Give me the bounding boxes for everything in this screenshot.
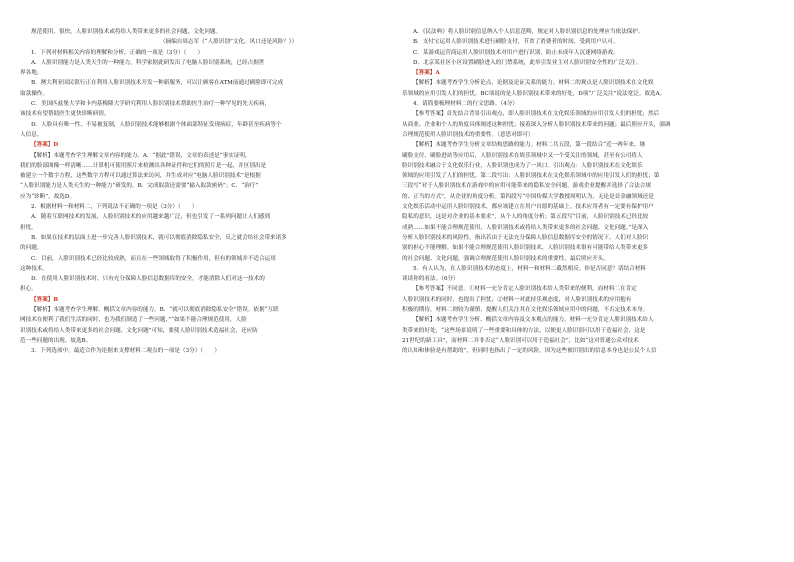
text-line: 领域的应用引发了人们的担忧。第二段写出：人脸识别技术在文化娱乐领域中的应用引发人们的担忧；第 <box>402 173 660 180</box>
left-column <box>20 27 377 357</box>
text-line: 识别技术或将给人类带来更多的社会问题、文化问题”可知，要使人脸识别技术造福社会，还应防 <box>20 327 258 334</box>
text-line: 【解析】本题考查学生理解文章内容的能力。A．“据此”错误，文章的表述是“事实证明， <box>31 152 251 159</box>
text-line: 从商业、企业和个人的角度具体阐述这种担忧；接着深入分析人脸识别技术带来的问题；最后照应开头，强调 <box>402 121 671 128</box>
text-line: 1．下列对材料相关内容的理解和分析，正确的一项是（3分）（ ） <box>31 49 204 56</box>
text-line: 【解析】本题考查学生分析文章结构思路的能力。材料二共五段，第一段结合“近一两年来，继 <box>413 142 646 149</box>
text-line: D．人脸具有唯一性、不易被复制，人脸识别技术能够根据个体面部特征发现病症，年龄甚至疾病等个 <box>31 121 282 128</box>
text-line: 的、正当的方式”，从企业的角度分析。第四段写“中国传媒大学教授周明认为，无论是首金融领域还是 <box>402 193 654 200</box>
text-line: 界各地。 <box>20 70 43 77</box>
text-line: 21世纪的新工具”，而材料二并非否定“人脸识别可以用于造福社会”，比如“这对普通公众对技术 <box>402 337 639 344</box>
text-line: 别的担心不能理解。如果不能合理规范使用人脸识别技术，人脸识别技术很有可能带给人类带来更多 <box>402 245 649 252</box>
text-line: 这种技术。 <box>20 265 48 272</box>
text-line: A．人脸识别能力是人类天生的一种能力，科学家据此研发出了电脑人脸识别系统，已经占据世 <box>31 59 265 66</box>
text-line: C．目前，人脸识别技术已经比较成熟，而且在一些领域取得了积极作用，但有的领域并不适合运用 <box>31 255 276 262</box>
text-line: 乐领域的应用引发人们的担忧。BC项说的是人脸识别技术带来的好处，D项“广泛关注”说法宽泛。故选A。 <box>402 90 666 97</box>
text-line: 人脸识别技术的同时，也提出了担忧；②材料一对此持乐观态度，对人脸识别技术的应用抱有 <box>402 296 632 303</box>
text-line: 成熟……如果不能合理规范使用，人脸识别技术或将给人类带来更多的社会问题、文化问题。”是深入 <box>402 224 649 231</box>
text-line: 刷脸支付、刷脸进站等应用后，人脸识别技术在娱乐领域中又一个受关注的领域，甚至有公司将人 <box>402 152 643 159</box>
text-line: 规范使用，很快，人脸识别技术或将给人类带来更多的社会问题、文化问题。 <box>31 29 222 35</box>
text-line: 的社会问题、文化问题，强调合理规范使用人脸识别技术的重要性，最后照应开头。 <box>402 255 609 262</box>
text-line: 2．根据材料一和材料二，下列说法不正确的一项是（3分）（ ） <box>31 204 198 211</box>
text-line: 人信息。 <box>20 131 43 138</box>
text-line: 取款操作。 <box>20 90 48 97</box>
text-line: 该技术有望帮助医生更快诊断病情。 <box>20 111 110 118</box>
text-line: 担心。 <box>20 286 37 293</box>
text-line: “人脸识别能力是人类天生的一种能力”研发的。B．完成取款还需要“输入取款密码”；C．“治疗” <box>20 183 259 190</box>
text-line: 脸识别技术融合于文化娱乐行业，人脸识别也成为了一风口。引出观点：人脸识别技术在文化娱乐 <box>402 162 643 169</box>
text-line: 【答案】B <box>31 296 59 303</box>
text-line: 类带来的好处，“这些场景说明了一些重要和具体的方法，以便更人脸识别可以用于造福社会，这是 <box>402 327 646 334</box>
text-line: C．某游戏运营商运用人脸识别技术对用户进行识别，防止未成年人沉迷网络游戏。 <box>413 49 619 56</box>
text-line: 合理规范使用人脸识别技术的重要性。（意思对即可） <box>402 131 534 138</box>
text-line: 谈谈你的看法。（6分） <box>402 276 459 283</box>
text-line: 担忧。 <box>20 224 37 231</box>
text-line: 范一些问题的出现。故选B。 <box>20 337 92 344</box>
text-line: B．支付宝运用人脸识别技术进行刷脸支付，节省了消费者的时间，受到用户认可。 <box>413 39 619 46</box>
text-line: 4．请简要梳理材料二的行文思路。（4分） <box>413 101 519 108</box>
right-column <box>402 27 759 357</box>
text-line: 的问题。 <box>20 245 43 252</box>
text-line: 【解析】本题考查学生理解、概括文章内容的能力。B．“就可以彻底消除隐私安全”错误。依据“互联 <box>31 307 279 314</box>
text-line: 3．下列选项中，最适合作为论据来支撑材料二观点的一项是（3分）（ ） <box>31 348 220 355</box>
text-line: D．在使用人脸识别技术时，只有充分保障人脸信息数据库的安全，才能消除人们对这一技术的 <box>31 276 265 283</box>
text-line: D．北京某社区小区设置刷脸进入的门禁系统，此举引发业主对人脸识别安全性的广泛关注。 <box>413 59 642 66</box>
text-line: 【解析】本题考查学生分析论点、论据及论证关系的能力。材料二的观点是人脸识别技术在文化娱 <box>413 80 654 87</box>
text-line: 我们的脸部图像一样清晰……计算机可使用照片来检测出各种证件和它们的照片是一起，并区别出是 <box>20 162 267 169</box>
text-line: A．《民法典》将人脸识别信息纳入个人信息范畴，规定对人脸识别信息的处理应当依法保护。 <box>413 29 644 35</box>
text-line: 积极的期待，材料二则较为谨慎，提醒人们关注其在文化娱乐领域应用中的问题，不否定技术本身。 <box>402 307 649 314</box>
text-line: 【参考答案】首先结合背景引出观点，即人脸识别技术在文化娱乐领域的应用引发人们的担忧；然后 <box>413 111 660 118</box>
text-line: C．美国匹兹堡大学和卡内基梅隆大学研究利用人脸识别技术帮助医生治疗一种罕见的先天疾病， <box>31 101 271 108</box>
text-line: 网技术在便利了我们生活的同时，也为我们制造了一些问题，”“如果不能合理规范使用，人脸 <box>20 317 247 324</box>
text-line: 【答案】A <box>413 70 440 77</box>
text-line: B．如果在技术的层面上进一步完善人脸识别技术，就可以彻底消除隐私安全，反之就会给社会带来诸多 <box>31 234 287 241</box>
text-line: B．澳大利亚国民银行正在利用人脸识别技术开发一种新服务，可以让顾客在ATM前通过刷脸即可完成 <box>31 80 284 87</box>
text-line: 分析人脸识别技术的风险性，指出若由于无法充分保障人脸信息数据库安全的情况下，人们对人脸识 <box>402 234 649 241</box>
text-line: A．随着互联网技术的发展，人脸识别技术的应用越来越广泛，但也引发了一系列问题让人们感到 <box>31 214 270 221</box>
text-line: 【参考答案】不同意。①材料一充分肯定人脸识别技术给人类带来的便利，而材料二在肯定 <box>413 286 637 293</box>
text-line: 文化娱乐活动中运用人脸识别技术，都应该建立在用户自愿的基础上。技术应用者有一定要有保护用户 <box>402 204 654 211</box>
text-line: 应为“诊断”。故选D。 <box>20 193 75 200</box>
text-line: 被建立一个数字方程，这些数字方程可以通过算法来访问，并生成对应“电脑人脸识别技术”是根据 <box>20 173 261 180</box>
text-line: 5．有人认为，在人脸识别技术的态度上，材料一和材料二截然相反。你是否同意？请结合材料 <box>413 265 646 272</box>
text-line: 的认知和体验是有帮助的”，但同时也指出了一定的风险，因为这些被识别出的信息本身也是公民个人信 <box>402 348 657 355</box>
text-line: 三段写“对于人脸识别技术在游戏中的应用可能带来的隐私安全问题，游戏企业提醒并选择了合法合规 <box>402 183 651 190</box>
text-line: 【解析】本题考查学生分析、概括文章内容及文本观点的能力。材料一充分肯定人脸识别技术给人 <box>413 317 654 324</box>
text-line: 【答案】D <box>31 142 59 149</box>
text-line: 隐私的意识，这是对企业的基本要求”，从个人的角度分析；第五段写“目前，人脸识别技术已经比较 <box>402 214 649 221</box>
text-line: （摘编自周志军《“人脸识别”文化，风口还是风险？》） <box>160 39 298 46</box>
